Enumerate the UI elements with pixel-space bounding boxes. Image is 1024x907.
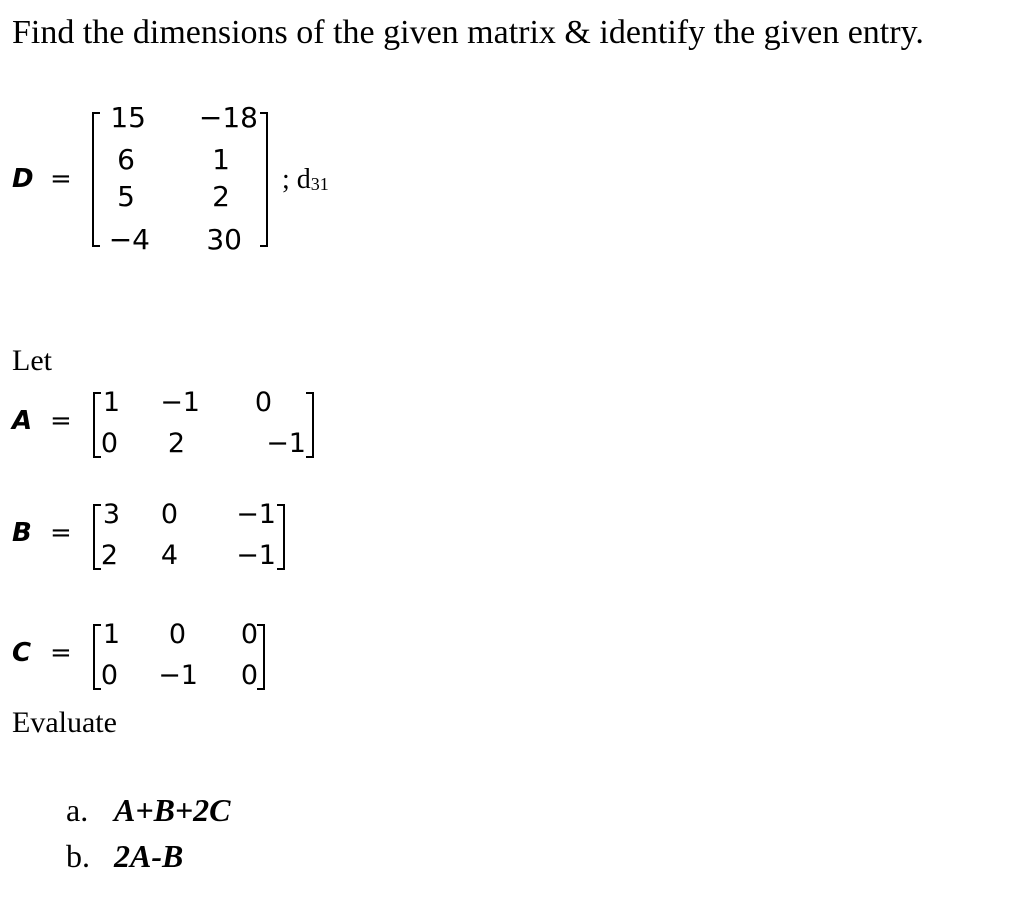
- matrix-c-cell: 0: [168, 619, 186, 650]
- part-a-expression: A+B+2C: [114, 792, 231, 828]
- matrix-b-cell: −1: [236, 499, 276, 530]
- matrix-a-equals: =: [50, 406, 72, 436]
- part-a: [66, 794, 231, 826]
- identify-entry-prefix: ; d: [282, 164, 311, 195]
- matrix-d-cell: 2: [212, 180, 230, 213]
- part-b-letter: b.: [66, 838, 90, 874]
- matrix-d-cell: 1: [212, 143, 230, 176]
- matrix-a-cell: −1: [266, 428, 306, 459]
- identify-entry-subscript: 31: [310, 174, 329, 194]
- evaluate-label: Evaluate: [12, 706, 117, 739]
- matrix-d-cell: −4: [108, 223, 150, 256]
- identify-entry: [282, 166, 329, 194]
- matrix-d-cell: 15: [110, 101, 146, 134]
- matrix-a-cell: 2: [167, 428, 185, 459]
- matrix-d-cell: −18: [198, 101, 258, 134]
- part-a-letter: a.: [66, 792, 89, 828]
- matrix-a-right-bracket: [306, 392, 314, 458]
- matrix-c-cell: 0: [100, 660, 118, 691]
- matrix-d-right-bracket: [260, 112, 268, 247]
- matrix-b-left-bracket: [93, 504, 101, 570]
- problem-title: Find the dimensions of the given matrix & identify the given entry.: [12, 14, 924, 51]
- matrix-c-cell: −1: [158, 660, 198, 691]
- matrix-c-cell: 0: [240, 619, 258, 650]
- matrix-d-cell: 30: [206, 223, 242, 256]
- matrix-a-cell: −1: [160, 387, 200, 418]
- matrix-b-cell: 2: [100, 540, 118, 571]
- matrix-d-cell: 6: [117, 143, 135, 176]
- part-b-expression: 2A-B: [114, 838, 184, 874]
- matrix-b-equals: =: [50, 518, 72, 548]
- matrix-d-label: D: [12, 164, 34, 194]
- matrix-b-label: B: [12, 518, 32, 548]
- matrix-d-equals: =: [50, 164, 72, 194]
- matrix-b-cell: 4: [160, 540, 178, 571]
- matrix-c-right-bracket: [257, 624, 265, 690]
- matrix-d-left-bracket: [92, 112, 100, 247]
- matrix-a-cell: 0: [100, 428, 118, 459]
- matrix-a-label: A: [12, 406, 33, 436]
- matrix-c-label: C: [12, 638, 32, 668]
- matrix-a-cell: 0: [254, 387, 272, 418]
- matrix-b-right-bracket: [277, 504, 285, 570]
- part-b: [66, 840, 183, 872]
- matrix-b-cell: −1: [236, 540, 276, 571]
- let-label: Let: [12, 344, 52, 377]
- matrix-c-left-bracket: [93, 624, 101, 690]
- matrix-c-cell: 1: [102, 619, 120, 650]
- matrix-c-equals: =: [50, 638, 72, 668]
- matrix-b-cell: 3: [102, 499, 120, 530]
- matrix-a-left-bracket: [93, 392, 101, 458]
- matrix-c-cell: 0: [240, 660, 258, 691]
- matrix-a-cell: 1: [102, 387, 120, 418]
- matrix-d-cell: 5: [117, 180, 135, 213]
- matrix-b-cell: 0: [160, 499, 178, 530]
